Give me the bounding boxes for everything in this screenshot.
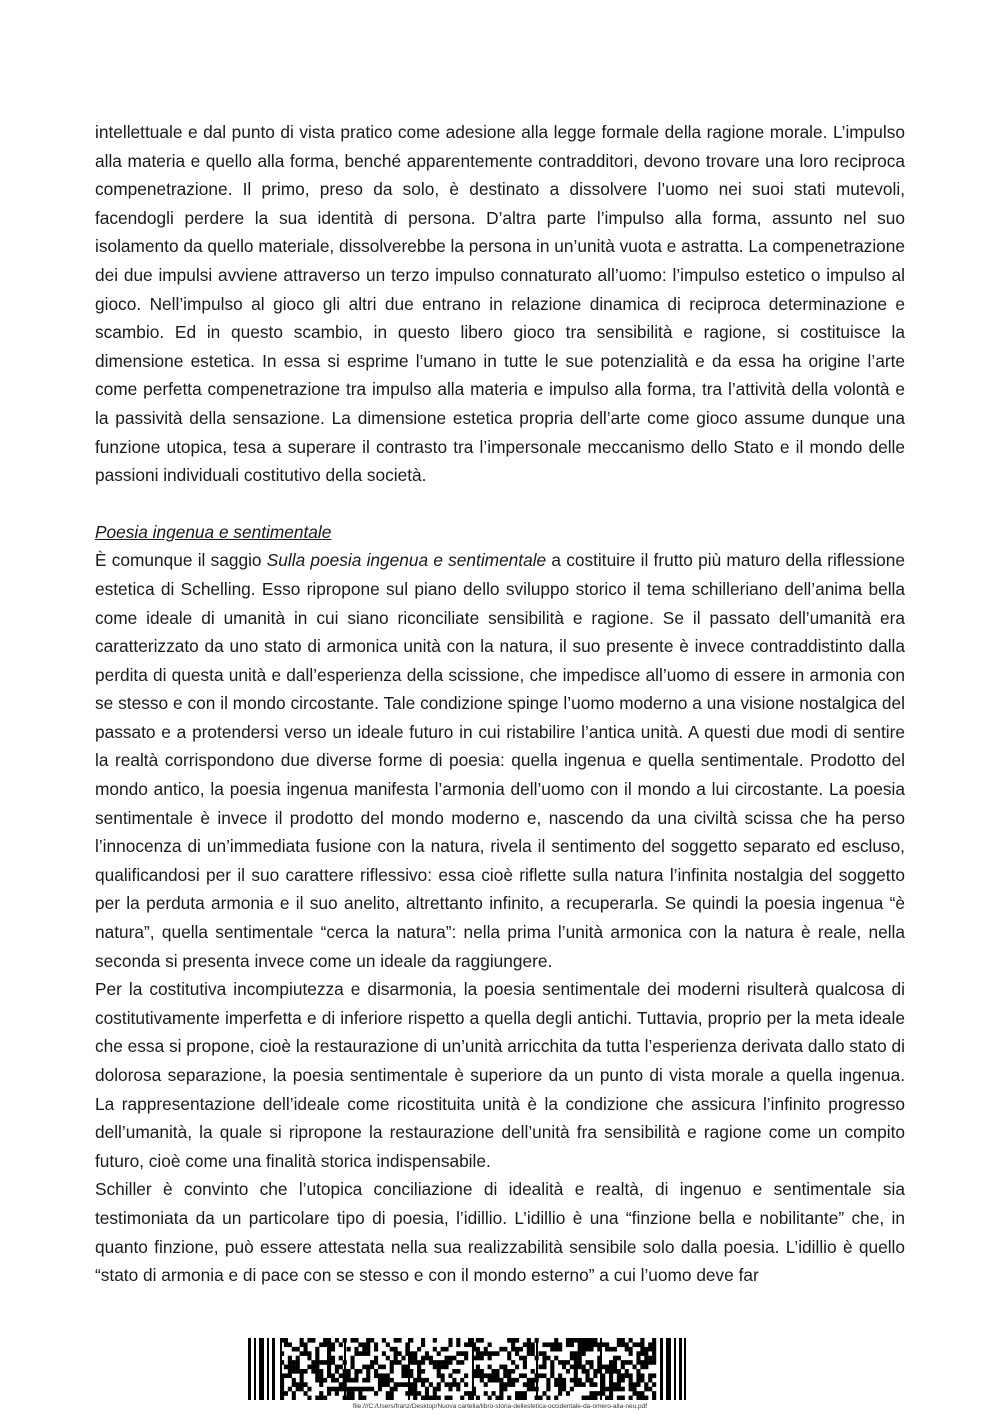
2d-barcode-icon [248,1338,686,1400]
section-title: Poesia ingenua e sentimentale [95,521,332,542]
paragraph-text-start: È comunque il saggio [95,550,267,571]
essay-title: Sulla poesia ingenua e sentimentale [266,550,547,571]
paragraph-impulses: intellettuale e dal punto di vista pratico come adesione alla legge formale della ragione morale. L’impulso alla materia e quello alla forma, benché apparentemente contradditori, devono trovare una loro reciproca compenetrazione. Il primo, preso da solo, è destinato a dissolvere l’uomo nei suoi stati mutevoli, facendogli perdere la sua identità di persona. D’altra parte l’impulso alla forma, assunto nel suo isolamento da quello materiale, dissolverebbe la persona in un’unità vuota e astratta. La compenetrazione dei due impulsi avviene attraverso un terzo impulso connaturato all’uomo: l’impulso estetico o impulso al gioco. Nell’impulso al gioco gli altri due entrano in relazione dinamica di reciproca determinazione e scambio. Ed in questo scambio, in questo libero gioco tra sensibilità e ragione, si costituisce la dimensione estetica. In essa si esprime l’umano in tutte le sue potenzialità e da essa ha origine l’arte come perfetta compenetrazione tra impulso alla materia e impulso alla forma, tra l’attività della volontà e la passività della sensazione. La dimensione estetica propria dell’arte come gioco assume dunque una funzione utopica, tesa a superare il contrasto tra l’impersonale meccanismo dello Stato e il mondo delle passioni individuali costitutivo della società. [95,122,905,486]
document-body [95,118,905,1290]
footer-file-path: file:///C:/Users/franz/Desktop/Nuova cartella/libro-storia-dellestetica-occidentale-da-omero-alla-neu.pdf [352,1403,648,1410]
paragraph-text-end: a costituire il frutto più maturo della riflessione estetica di Schelling. Esso ripropone sul piano dello sviluppo storico il tema schilleriano dell’anima bella come ideale di umanità in cui siano riconciliate sensibilità e ragione. Se il passato dell’umanità era caratterizzato da uno stato di armonica unità con la natura, il suo presente è invece contraddistinto dalla perdita di questa unità e dall’esperienza della scissione, che impedisce all’uomo di essere in armonia con se stesso e con il mondo circostante. Tale condizione spinge l’uomo moderno a una visione nostalgica del passato e a protendersi verso un ideale futuro in cui ristabilire l’antica unità. A questi due modi di sentire la realtà corrispondono due diverse forme di poesia: quella ingenua e quella sentimentale. Prodotto del mondo antico, la poesia ingenua manifesta l’armonia dell’uomo con il mondo a lui circostante. La poesia sentimentale è invece il prodotto del mondo moderno e, nascendo da una civiltà scissa che ha perso l’innocenza di un’immediata fusione con la natura, rivela il sentimento del soggetto separato ed escluso, qualificandosi per il suo carattere riflessivo: essa cioè riflette sulla natura l’infinita nostalgia del soggetto per la perduta armonia e il suo anelito, altrettanto infinito, a recuperarla. Se quindi la poesia ingenua “è natura”, quella sentimentale “cerca la natura”: nella prima l’unità armonica con la natura è reale, nella seconda si presenta invece come un ideale da raggiungere. [95,550,905,971]
paragraph-modern-poetry: Per la costitutiva incompiutezza e disarmonia, la poesia sentimentale dei moderni risulterà qualcosa di costitutivamente imperfetta e di inferiore rispetto a quella degli antichi. Tuttavia, proprio per la meta ideale che essa si propone, cioè la restaurazione di un’unità arricchita da tutta l’esperienza derivata dallo stato di dolorosa separazione, la poesia sentimentale è superiore da un punto di vista morale a quella ingenua. La rappresentazione dell’ideale come ricostituita unità è la condizione che assicura l’infinito progresso dell’umanità, la quale si ripropone la restaurazione dell’unità fra sensibilità e ragione come un compito futuro, cioè come una finalità storica indispensabile. [95,979,905,1171]
paragraph-naive-sentimental [95,546,905,975]
paragraph-idyll: Schiller è convinto che l’utopica conciliazione di idealità e realtà, di ingenuo e sentimentale sia testimoniata da un particolare tipo di poesia, l’idillio. L’idillio è una “finzione bella e nobilitante” che, in quanto finzione, può essere attestata nella sua realizzabilità sensibile solo dalla poesia. L’idillio è quello “stato di armonia e di pace con se stesso e con il mondo esterno” a cui l’uomo deve far [95,1179,905,1286]
